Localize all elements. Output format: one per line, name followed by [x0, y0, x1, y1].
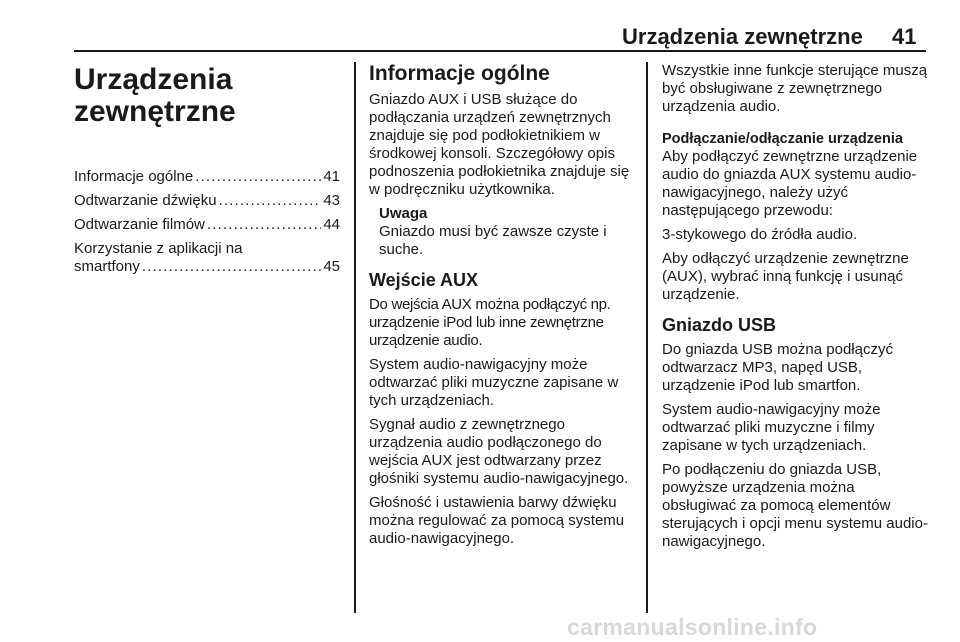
column-divider-1 [354, 62, 356, 613]
toc-entry-odtwarzanie-dzwieku[interactable] [74, 192, 340, 210]
toc-entry-text-line-2: smartfony [74, 258, 140, 275]
running-header-title: Urządzenia zewnętrzne [622, 24, 863, 49]
toc-entry-text: Odtwarzanie dźwięku [74, 192, 217, 209]
header-rule [74, 50, 926, 52]
subheading-podlaczanie: Podłączanie/odłączanie urządzenia [662, 131, 903, 147]
paragraph-controls: Wszystkie inne funkcje sterujące muszą być obsługiwane z zewnętrznego urządzenia audio. [662, 62, 928, 115]
toc-entry-text: Informacje ogólne [74, 168, 194, 185]
toc-leader-dots [219, 192, 322, 210]
toc-entry-informacje-ogolne[interactable] [74, 168, 340, 186]
section-heading-informacje-ogolne: Informacje ogólne [369, 62, 550, 85]
toc-entry-smartfony[interactable] [74, 240, 340, 276]
toc-leader-dots [207, 216, 321, 234]
note-label: Uwaga [379, 205, 428, 222]
paragraph-usb-3: Po podłączeniu do gniazda USB, powyższe urządzenia można obsługiwać za pomocą elementów sterujących i opcji menu systemu audio-nawigacyjnego. [662, 461, 928, 550]
paragraph-connect-2: 3-stykowego do źródła audio. [662, 226, 858, 243]
paragraph-connect-1: Aby podłączyć zewnętrzne urządzenie audio do gniazda AUX systemu audio-nawigacyjnego, należy użyć następującego przewodu: [662, 148, 918, 219]
toc-entry-page: 43 [323, 192, 340, 209]
content-column-2 [369, 62, 634, 554]
chapter-title-line-1: Urządzenia [74, 63, 233, 96]
note-box [379, 205, 634, 259]
paragraph-aux-4: Głośność i ustawienia barwy dźwięku można regulować za pomocą systemu audio-nawigacyjnego. [369, 494, 625, 547]
chapter-title-line-2: zewnętrzne [74, 95, 236, 128]
paragraph-usb-1: Do gniazda USB można podłączyć odtwarzacz MP3, napęd USB, urządzenie iPod lub smartfon. [662, 341, 893, 394]
watermark: carmanualsonline.info [567, 614, 818, 640]
toc-leader-dots [195, 168, 321, 186]
toc-entry-page: 44 [323, 216, 340, 233]
table-of-contents [74, 168, 340, 276]
chapter-column [74, 62, 340, 282]
toc-leader-dots [142, 258, 321, 276]
content-column-3 [662, 62, 928, 557]
toc-entry-text: Odtwarzanie filmów [74, 216, 205, 233]
paragraph-aux-1: Do wejścia AUX można podłączyć np. urządzenie iPod lub inne zewnętrzne urządzenie audio. [369, 296, 611, 349]
paragraph-usb-2: System audio-nawigacyjny może odtwarzać pliki muzyczne i filmy zapisane w tych urządzeniach. [662, 401, 881, 454]
toc-entry-text-line-1: Korzystanie z aplikacji na [74, 240, 243, 257]
page-number: 41 [892, 24, 917, 49]
toc-entry-page: 41 [323, 168, 340, 185]
chapter-title [74, 64, 340, 128]
subsection-heading-wejscie-aux: Wejście AUX [369, 270, 479, 290]
note-text: Gniazdo musi być zawsze czyste i suche. [379, 223, 607, 258]
paragraph-aux-2: System audio-nawigacyjny może odtwarzać pliki muzyczne zapisane w tych urządzeniach. [369, 356, 619, 409]
paragraph-connect-3: Aby odłączyć urządzenie zewnętrzne (AUX), wybrać inną funkcję i usunąć urządzenie. [662, 250, 909, 303]
column-divider-2 [646, 62, 648, 613]
paragraph-aux-3: Sygnał audio z zewnętrznego urządzenia audio podłączonego do wejścia AUX jest odtwarzany przez głośniki systemu audio-nawigacyjnego. [369, 416, 629, 487]
subsection-heading-gniazdo-usb: Gniazdo USB [662, 315, 777, 335]
toc-entry-odtwarzanie-filmow[interactable] [74, 216, 340, 234]
paragraph-intro: Gniazdo AUX i USB służące do podłączania urządzeń zewnętrznych znajduje się pod podłokietnikiem w środkowej konsoli. Szczegółowy opis podnoszenia podłokietnika znajduje się w podręczniku użytkownika. [369, 91, 630, 198]
toc-entry-page: 45 [323, 258, 340, 275]
